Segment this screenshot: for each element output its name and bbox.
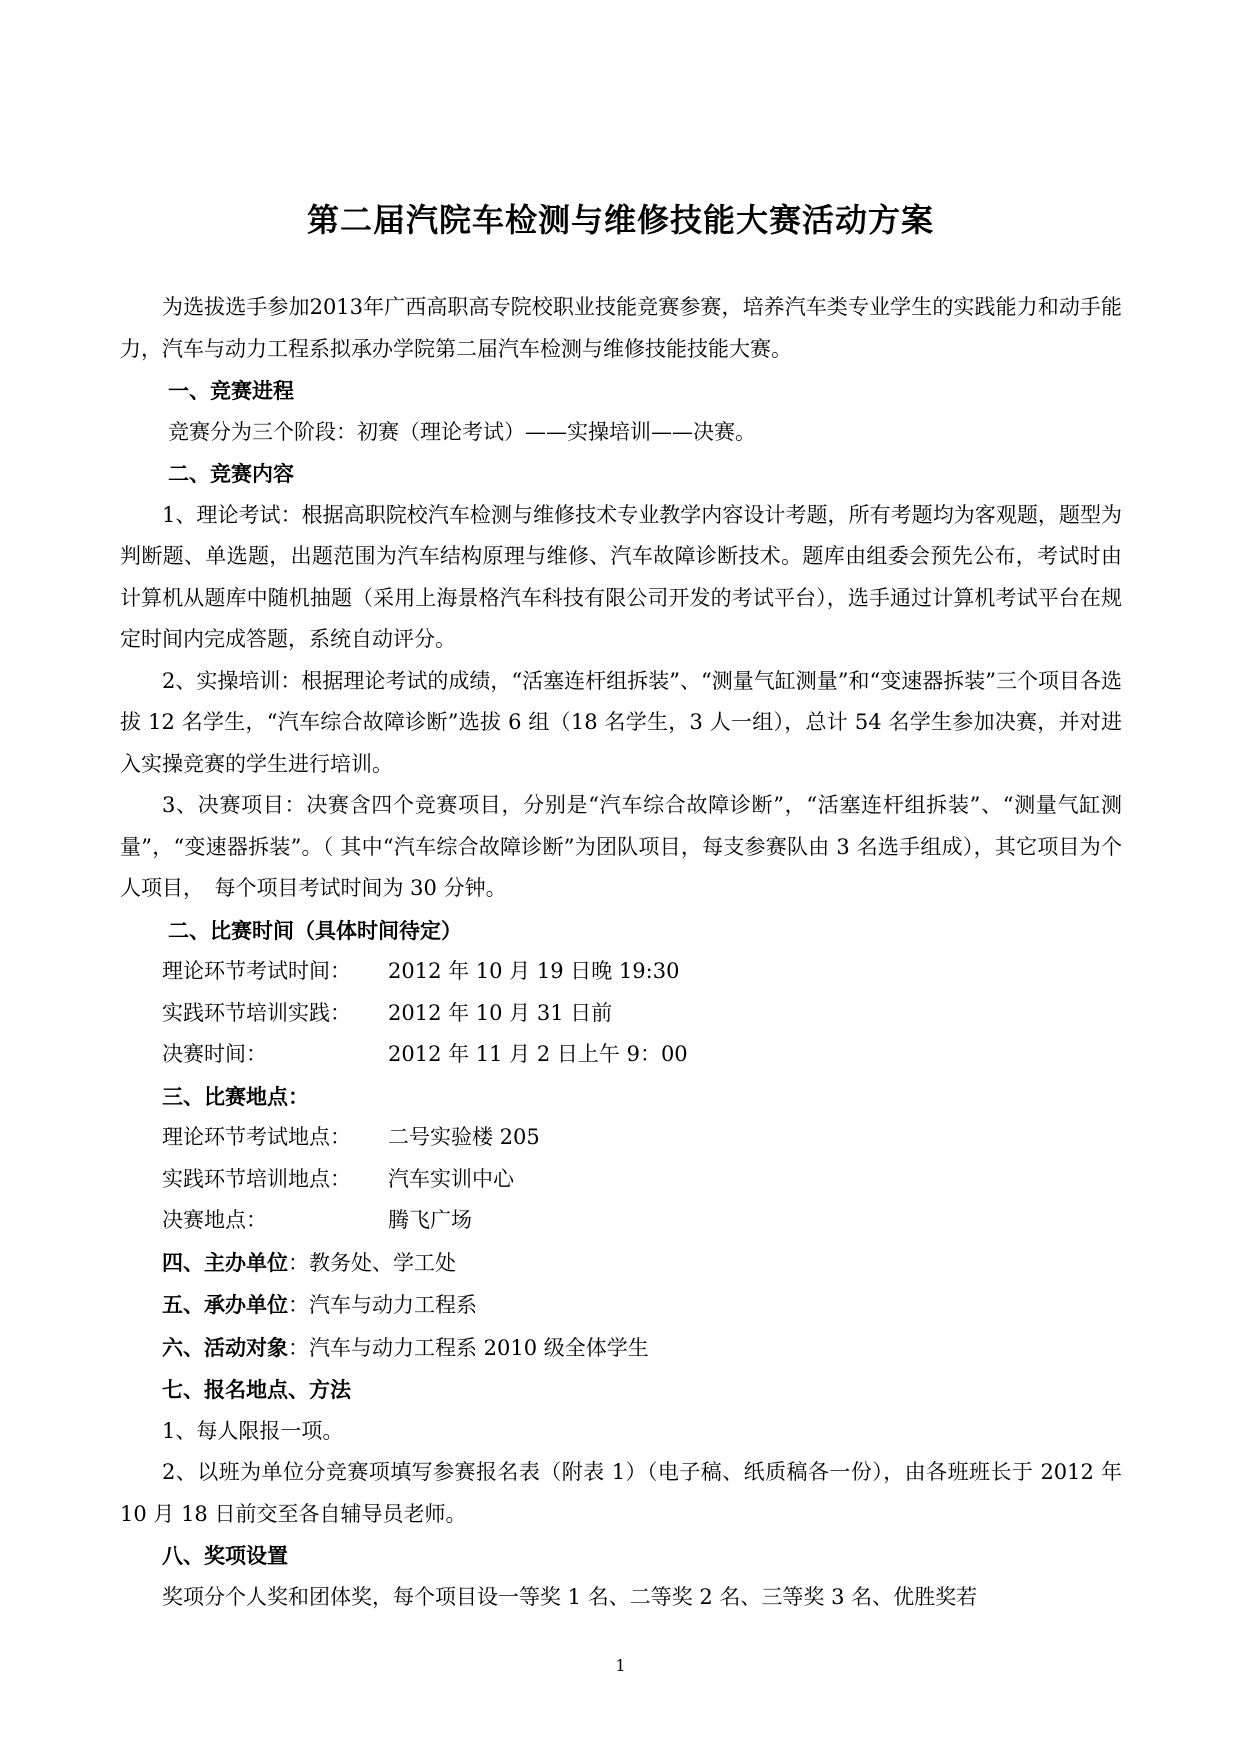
document-body	[120, 287, 1122, 1618]
host-text: ：汽车与动力工程系	[288, 1293, 477, 1317]
venue-value: 汽车实训中心	[388, 1166, 514, 1191]
venue-label: 理论环节考试地点：	[162, 1125, 351, 1149]
venue-row-training	[120, 1159, 1122, 1201]
section-heading-registration: 七、报名地点、方法	[162, 1377, 351, 1402]
content-item-training: 2、实操培训：根据理论考试的成绩，“活塞连杆组拆装”、“测量气缸测量”和“变速器拆装”三个项目各选拔 12 名学生，“汽车综合故障诊断”选拔 6 组（18 名学生，3 人一组），总计 54 名学生参加决赛，并对进入实操竞赛的学生进行培训。	[120, 668, 1122, 776]
time-row-theory	[120, 951, 1122, 993]
document-title: 第二届汽院车检测与维修技能大赛活动方案	[306, 201, 934, 239]
time-label: 实践环节培训实践：	[162, 1000, 351, 1025]
registration-item-2: 2、以班为单位分竞赛项填写参赛报名表（附表 1）（电子稿、纸质稿各一份），由各班班长于 2012 年 10 月 18 日前交至各自辅导员老师。	[120, 1460, 1122, 1526]
venue-value: 二号实验楼 205	[388, 1125, 540, 1149]
venue-row-theory	[120, 1117, 1122, 1159]
registration-item-1: 1、每人限报一项。	[162, 1418, 344, 1443]
page-number: 1	[615, 1656, 626, 1675]
section-heading-progress: 一、竞赛进程	[168, 378, 294, 403]
venue-label: 实践环节培训地点：	[162, 1166, 351, 1191]
section-heading-content: 二、竞赛内容	[168, 461, 294, 486]
audience-heading: 六、活动对象	[162, 1334, 288, 1360]
venue-label: 决赛地点：	[162, 1208, 267, 1232]
time-row-training	[120, 993, 1122, 1035]
time-label: 决赛时间：	[162, 1042, 267, 1066]
time-label: 理论环节考试时间：	[162, 959, 351, 983]
section-heading-awards: 八、奖项设置	[162, 1543, 288, 1568]
progress-paragraph: 竞赛分为三个阶段：初赛（理论考试）——实操培训——决赛。	[168, 419, 756, 444]
time-value: 2012 年 10 月 31 日前	[388, 1000, 613, 1025]
section-heading-time: 二、比赛时间（具体时间待定）	[168, 917, 462, 943]
time-row-final	[120, 1034, 1122, 1076]
section-heading-venue: 三、比赛地点：	[162, 1083, 309, 1109]
content-item-theory: 1、理论考试：根据高职院校汽车检测与维修技术专业教学内容设计考题，所有考题均为客观题，题型为判断题、单选题，出题范围为汽车结构原理与维修、汽车故障诊断技术。题库由组委会预先公布，考试时由计算机从题库中随机抽题（采用上海景格汽车科技有限公司开发的考试平台），选手通过计算机考试平台在规定时间内完成答题，系统自动评分。	[120, 502, 1122, 651]
organizer-heading: 四、主办单位	[162, 1249, 288, 1275]
audience-line	[120, 1327, 1122, 1370]
host-heading: 五、承办单位	[162, 1292, 288, 1317]
awards-paragraph: 奖项分个人奖和团体奖，每个项目设一等奖 1 名、二等奖 2 名、三等奖 3 名、优胜奖若	[162, 1584, 978, 1609]
venue-row-final	[120, 1200, 1122, 1242]
time-value: 2012 年 10 月 19 日晚 19:30	[388, 959, 680, 983]
content-item-final: 3、决赛项目：决赛含四个竞赛项目，分别是“汽车综合故障诊断”，“活塞连杆组拆装”、“测量气缸测量”，“变速器拆装”。（ 其中“汽车综合故障诊断”为团队项目，每支参赛队由 3 名选手组成），其它项目为个人项目， 每个项目考试时间为 30 分钟。	[120, 793, 1122, 900]
time-value: 2012 年 11 月 2 日上午 9：00	[388, 1042, 688, 1066]
organizer-line	[120, 1242, 1122, 1285]
host-line	[120, 1284, 1122, 1327]
organizer-text: ：教务处、学工处	[288, 1250, 456, 1275]
intro-paragraph: 为选拔选手参加2013年广西高职高专院校职业技能竞赛参赛，培养汽车类专业学生的实践能力和动手能力，汽车与动力工程系拟承办学院第二届汽车检测与维修技能技能大赛。	[120, 295, 1122, 361]
audience-text: ：汽车与动力工程系 2010 级全体学生	[288, 1335, 649, 1360]
venue-value: 腾飞广场	[388, 1208, 472, 1232]
